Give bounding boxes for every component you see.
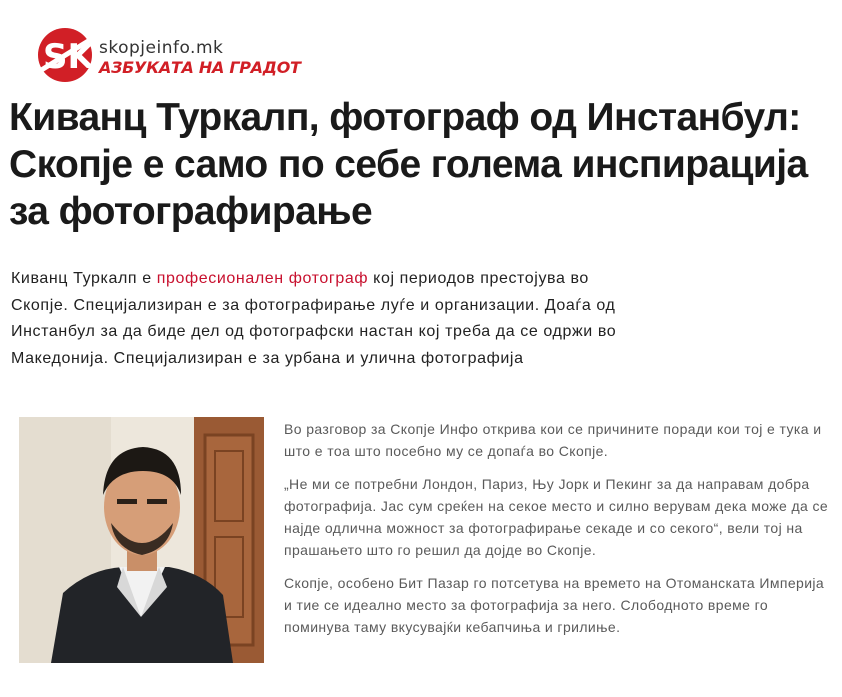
portrait-image (19, 417, 264, 663)
article-paragraph: Скопје, особено Бит Пазар го потсетува на времето на Отоманската Империја и тие се идеално место за фотографија за него. Слободното време го поминува таму вкусувајќи кебапчиња и грилиње. (284, 575, 825, 635)
portrait-photo (19, 417, 264, 663)
logo-domain: skopjeinfo.mk (99, 38, 224, 58)
lead-text-end: кој периодов престојува во Скопје. Специјализиран е за фотографирање луѓе и организации. Доаѓа од Инстанбул за да биде дел од фотографски настан кој треба да се одржи во Македонија. Специјализиран е за урбана и улична фотографија (11, 270, 617, 367)
article-paragraph: Во разговор за Скопје Инфо открива кои се причините поради кои тој е тука и што е тоа што посебно му се допаѓа во Скопје. (284, 421, 822, 459)
lead-link-professional-photographer[interactable]: професионален фотограф (156, 270, 369, 287)
sk-logo-icon (27, 24, 105, 84)
article-body (284, 418, 832, 649)
logo-mark-text: SK (43, 37, 94, 77)
article-lead (11, 266, 651, 372)
article-paragraph: „Не ми се потребни Лондон, Париз, Њу Јорк и Пекинг за да направам добра фотографија. Јас сум среќен на секое место и силно верувам дека може да се најде одлична можност за фотографирање секаде и со секого“, вели тој на прашањето што го решил да дојде во Скопје. (284, 476, 829, 558)
lead-text-start: Киванц Туркалп е (11, 270, 157, 287)
article-headline: Киванц Туркалп, фотограф од Инстанбул: Скопје е само по себе голема инспирација за фотографирање (9, 96, 808, 233)
logo-tagline: АЗБУКАТА НА ГРАДОТ (99, 58, 301, 77)
site-logo[interactable] (27, 24, 301, 86)
